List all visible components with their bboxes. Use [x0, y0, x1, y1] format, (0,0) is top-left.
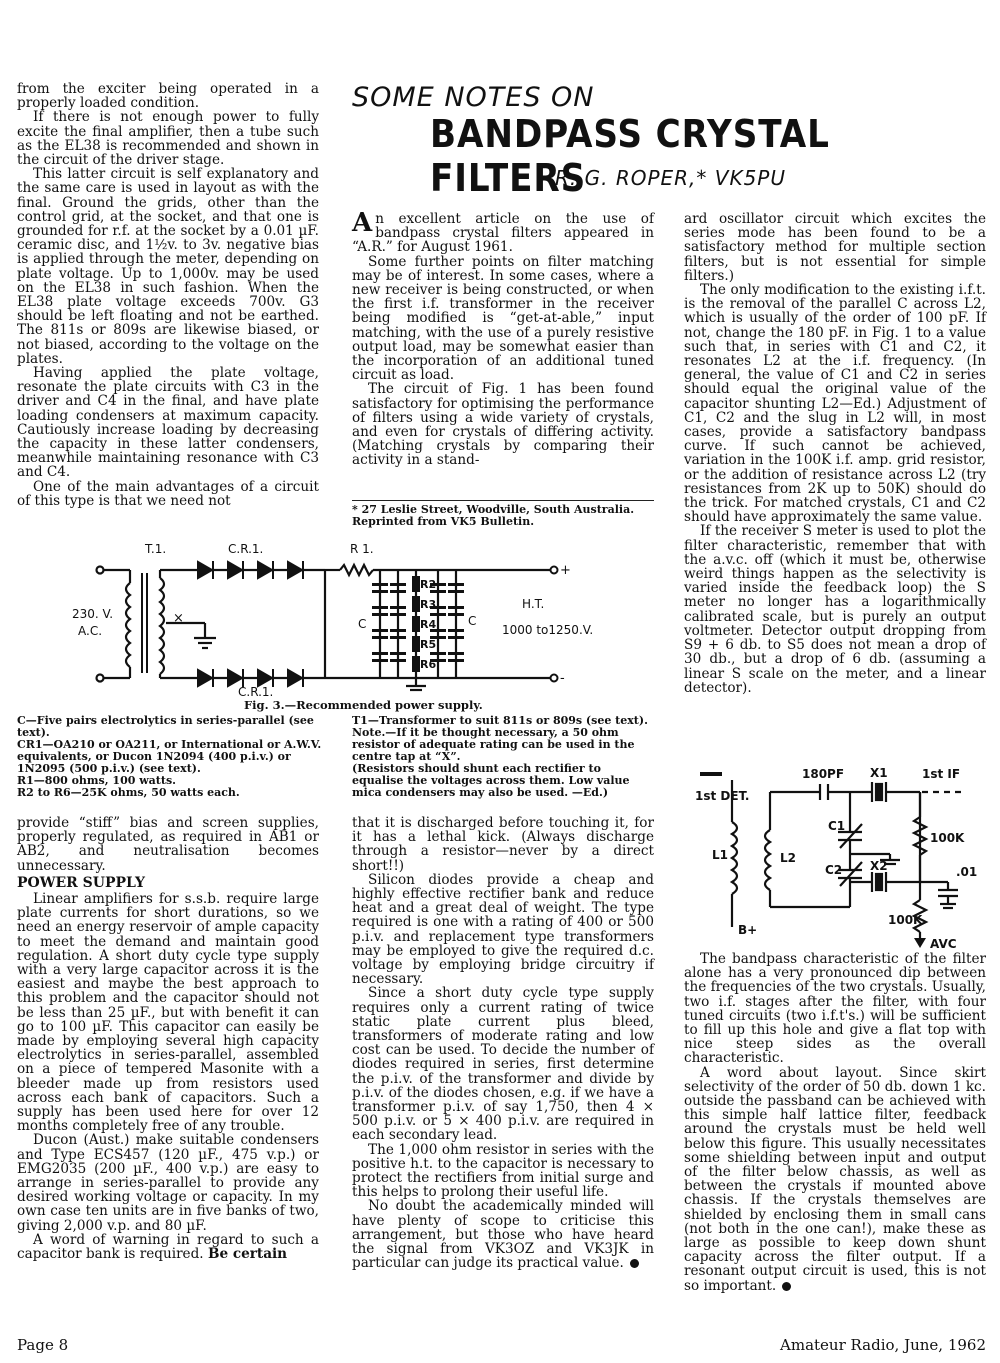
r2-label: R2	[420, 578, 437, 591]
r6-label: R6	[420, 658, 437, 671]
paragraph: from the exciter being operated in a properly loaded condition.	[17, 81, 319, 112]
paragraph: The 1,000 ohm resistor in series with the positive h.t. to the capacitor is necessary to protect the rectifiers from initial surge and this helps to prolong their useful life.	[352, 1141, 654, 1201]
ht-label: H.T.	[522, 597, 545, 611]
l2-label: L2	[780, 851, 796, 865]
c180-label: 180PF	[802, 767, 845, 781]
paragraph: ard oscillator circuit which excites the series mode has been found to be a satisfactory method for multiple section filters, but is not essential for simple filters.)	[684, 211, 986, 284]
input-voltage-label: 230. V.	[72, 607, 114, 621]
cr1-top-label: C.R.1.	[228, 542, 264, 556]
paragraph: The bandpass characteristic of the filter alone has a very pronounced dip between the frequencies of the two crystals. Usually, two i.f. stages after the filter, with four tuned circuits (two i.f.t's.) will be sufficient to fill up this hole and give a flat top with nice steep sides as the overall characteristic.	[684, 951, 986, 1067]
fig3-caption: Fig. 3.—Recommended power supply.	[244, 698, 483, 712]
note-item: R1—800 ohms, 100 watts.	[17, 774, 176, 787]
paragraph	[352, 1199, 654, 1270]
paragraph: Some further points on filter matching may be of interest. In some cases, where a new receiver is being constructed, or when the first i.f. transformer in the receiver being modified is “get-at-able,” input matching, with the use of a purely resistive output load, may be somewhat easier than the incorporation of an additional tuned circuit as load.	[352, 253, 654, 384]
opening-paragraph	[352, 208, 654, 256]
publication-info: Amateur Radio, June, 1962	[780, 1336, 986, 1354]
t1-label: T.1.	[145, 542, 167, 556]
paragraph: The circuit of Fig. 1 has been found satisfactory for optimising the performance of filters using a wide variety of crystals, and even for crystals of differing activity. (Matching crystals by comparing their activity in a stand-	[352, 381, 654, 469]
paragraph: Since a short duty cycle type supply requires only a current rating of twice static plate current plus bleed, transformers of moderate rating and low cost can be used. To decide the number of diodes required in series, first determine the p.i.v. of the transformer and divide by p.i.v. of the diodes chosen, e.g. if we have a transformer p.i.v. of say 1,750, then 4 × 500 p.i.v. or 5 × 400 p.i.v. are required in each secondary lead.	[352, 985, 654, 1144]
paragraph: The only modification to the existing i.f.t. is the removal of the parallel C across L2, which is usually of the order of 100 pF. If not, change the 180 pF. in Fig. 1 to a value such that, in series with C1 and C2, it resonates L2 at the i.f. frequency. (In general, the value of C1 and C2 in series should equal the original value of the capacitor shunting L2—Ed.) Adjustment of C1, C2 and the slug in L2 will, in most cases, provide a satisfactory bandpass curve. If such cannot be achieved, variation in the 100K i.f. amp. grid resistor, or the addition of resistance across L2 (try resistances from 2K up to 50K) should do the trick. For matched crystals, C1 and C2 should have approximately the same value.	[684, 282, 986, 526]
warning-text: A word of warning in regard to such a capacitor bank is required.	[17, 1231, 319, 1263]
be-certain-bold: Be certain	[207, 1246, 288, 1263]
r5-label: R5	[420, 638, 437, 651]
paragraph: Silicon diodes provide a cheap and highly effective rectifier bank and reduce heat and a great deal of weight. The type required is one with a rating of 400 or 500 p.i.v. and replacement type transformers may be employed to give the required d.c. voltage by employing bridge circuitry if necessary.	[352, 871, 654, 988]
drop-cap: A	[352, 208, 373, 238]
left-column-bottom	[17, 816, 319, 1261]
c-right-label: C	[468, 614, 477, 628]
r1-label: R 1.	[350, 542, 374, 556]
cr1-bottom-label: C.R.1.	[238, 685, 274, 699]
fig3-notes-right	[352, 715, 656, 799]
end-bullet	[630, 1259, 639, 1268]
ht-voltage-label: 1000 to1250.V.	[502, 623, 594, 637]
x2-label: X2	[870, 859, 888, 873]
note-item: C—Five pairs electrolytics in series-parallel (see text).	[17, 714, 314, 739]
paragraph	[17, 1233, 319, 1261]
det-label: 1st DET.	[695, 789, 750, 803]
c-left-label: C	[358, 617, 367, 631]
fig3-power-supply-schematic	[70, 538, 670, 703]
r100k-avc-label: 100K	[888, 913, 923, 927]
note-item: T1—Transformer to suit 811s or 809s (see text).	[352, 714, 648, 727]
bplus-label: B+	[738, 923, 758, 937]
layout-text: A word about layout. Since skirt selectivity of the order of 50 db. down 1 kc. outside the passband can be achieved with this simple half lattice filter, feedback around the crystals must be held well below this figure. This usually necessitates some shielding between input and output of the filter below chassis, as well as between the crystals if mounted above chassis. If the crystals themselves are shielded by enclosing them in small cans (not both in the one can!), make these as large as possible to keep down shunt capacity across the filter output. If a resonant output circuit is used, this is not so important.	[684, 1064, 986, 1294]
avc-label: AVC	[930, 937, 957, 951]
c2-label: C2	[825, 863, 843, 877]
fig3-notes-left	[17, 715, 323, 799]
paragraph: provide “stiff” bias and screen supplies, properly regulated, as required in AB1 or AB2, and neutralisation becomes unnecessary.	[17, 815, 319, 874]
paragraph	[684, 1066, 986, 1293]
fig1-filter-schematic	[690, 762, 990, 952]
if-label: 1st IF	[922, 767, 961, 781]
left-column-top	[17, 82, 319, 508]
article-title-line-2: BANDPASS CRYSTAL FILTERS	[430, 112, 830, 200]
paragraph: Having applied the plate voltage, resonate the plate circuits with C3 in the driver and C4 in the final, and have plate loading condensers at maximum capacity. Cautiously increase loading by decreasing the capacity in these latter condensers, meanwhile maintaining resonance with C3 and C4.	[17, 365, 319, 481]
plus-terminal-label: +	[560, 563, 571, 578]
note-item: CR1—OA210 or OA211, or International or A.W.V. equivalents, or Ducon 1N2094 (400 p.i.v.) or 1N2095 (500 p.i.v.) (see text).	[17, 738, 322, 775]
paragraph: Ducon (Aust.) make suitable condensers and Type ECS457 (120 µF., 475 v.p.) or EMG2035 (200 µF., 400 v.p.) are easy to arrange in series-parallel to provide any desired working voltage or capacity. In my own case ten units are in five banks of two, giving 2,000 v.p. and 80 µF.	[17, 1132, 319, 1234]
note-item: Note.—If it be thought necessary, a 50 ohm resistor of adequate rating can be used in the centre tap at “X”.	[352, 726, 635, 763]
closing-text: No doubt the academically minded will have plenty of scope to criticise this arrangement, but those who have heard the signal from VK3OZ and VK3JK in particular can judge its practical value.	[352, 1198, 654, 1272]
input-ac-label: A.C.	[78, 624, 103, 638]
paragraph: that it is discharged before touching it, for it has a lethal kick. (Always discharge through a resistor—never by a direct short!!)	[352, 815, 654, 874]
avc-arrow-icon	[914, 938, 926, 948]
right-column-top	[684, 212, 986, 695]
x1-label: X1	[870, 766, 888, 780]
power-supply-heading: POWER SUPPLY	[17, 874, 145, 891]
opening-text: n excellent article on the use of bandpass crystal filters appeared in “A.R.” for August 1961.	[352, 211, 654, 256]
paragraph: If the receiver S meter is used to plot the filter characteristic, remember that with the a.v.c. off (which it must be, otherwise weird things happen as the selectivity is varied inside the feedback loop) the S meter no longer has a logarithmically calibrated scale, but is purely an output voltmeter. Detector output dropping from S9 + 6 db. to S5 does not mean a drop of 30 db., but a drop of 6 db. (assuming a linear S scale on the meter, and a linear detector).	[684, 523, 986, 696]
c01-label: .01	[956, 865, 978, 879]
middle-column-bottom	[352, 816, 654, 1271]
byline: R. G. ROPER,* VK5PU	[555, 166, 786, 190]
middle-column-top	[352, 208, 654, 469]
paragraph: This latter circuit is self explanatory and the same care is used in layout as with the final. Ground the grids, other than the control grid, at the socket, and that one is grounded for r.f. at the socket by a 0.01 µF. ceramic disc, and 1½v. to 3v. negative bias is applied through the meter, depending on plate voltage. Up to 1,000v. may be used on the EL38 in such fashion. When the EL38 plate voltage exceeds 700v. G3 should be left floating and not be earthed. The 811s or 809s are likewise biased, or not biased, according to the voltage on the plates.	[17, 166, 319, 367]
minus-terminal-label: -	[560, 671, 565, 686]
author-footnote: * 27 Leslie Street, Woodville, South Australia. Reprinted from VK5 Bulletin.	[352, 500, 654, 528]
r3-label: R3	[420, 598, 437, 611]
paragraph: If there is not enough power to fully excite the final amplifier, then a tube such as the EL38 is recommended and shown in the circuit of the driver stage.	[17, 109, 319, 169]
page-number: Page 8	[17, 1336, 69, 1354]
note-item: (Resistors should shunt each rectifier to equalise the voltages across them. Low value mica condensers may also be used. —Ed.)	[352, 762, 630, 799]
c1-label: C1	[828, 819, 846, 833]
article-title-line-1: SOME NOTES ON	[352, 82, 595, 113]
note-item: R2 to R6—25K ohms, 50 watts each.	[17, 786, 240, 799]
r4-label: R4	[420, 618, 437, 631]
right-column-bottom	[684, 952, 986, 1293]
paragraph: One of the main advantages of a circuit of this type is that we need not	[17, 478, 319, 509]
end-bullet	[782, 1282, 791, 1291]
l1-label: L1	[712, 848, 728, 862]
r100k-grid-label: 100K	[930, 831, 965, 845]
centre-tap-x-label: ×	[173, 611, 184, 626]
paragraph: Linear amplifiers for s.s.b. require large plate currents for short durations, so we need an energy reservoir of ample capacity to meet the demand and maintain good regulation. A short duty cycle type supply with a very large capacitor across it is the easiest and maybe the best approach to this problem and the capacitor should not be less than 25 µF., but with benefit it can go to 100 µF. This capacitor can easily be made by employing several high capacity electrolytics in series-parallel, assembled on a piece of tempered Masonite with a bleeder made up from resistors used across each bank of capacitors. Such a supply has been used here for over 12 months completely free of any trouble.	[17, 891, 319, 1135]
